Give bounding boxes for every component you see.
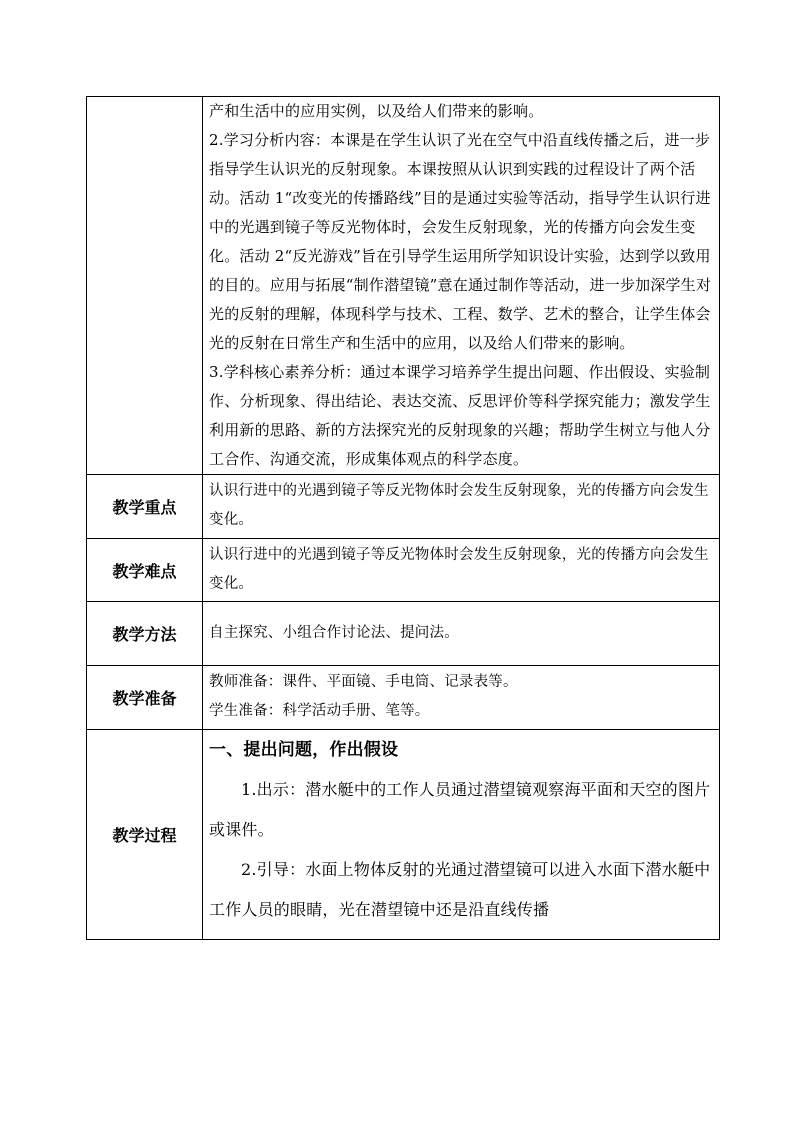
- table-row-process: [87, 730, 720, 940]
- process-step-2: 2.引导：水面上物体反射的光通过潜望镜可以进入水面下潜水艇中工作人员的眼睛，光在潜望镜中还是沿直线传播: [209, 860, 711, 919]
- process-content: [203, 730, 720, 940]
- table-row-preparation: [87, 666, 720, 730]
- process-heading: 一、提出问题，作出假设: [209, 740, 399, 760]
- process-step-1: 1.出示：潜水艇中的工作人员通过潜望镜观察海平面和天空的图片或课件。: [209, 780, 711, 839]
- lesson-plan-table: [86, 96, 720, 940]
- teacher-preparation: 教师准备：课件、平面镜、手电筒、记录表等。: [209, 674, 518, 690]
- table-row-objectives: [87, 97, 720, 475]
- preparation-label: 教学准备: [87, 666, 203, 730]
- methods-text: 自主探究、小组合作讨论法、提问法。: [203, 602, 720, 666]
- objectives-para-3: 3.学科核心素养分析：通过本课学习培养学生提出问题、作出假设、实验制作、分析现象、得出结论、表达交流、反思评价等科学探究能力；激发学生利用新的思路、新的方法探究光的反射现象的兴趣；帮助学生树立与他人分工合作、沟通交流，形成集体观点的科学态度。: [209, 363, 711, 468]
- preparation-content: [203, 666, 720, 730]
- objectives-label-cell: [87, 97, 203, 475]
- table-row-key-points: [87, 475, 720, 539]
- table-row-difficulties: [87, 539, 720, 602]
- key-points-label: 教学重点: [87, 475, 203, 539]
- objectives-para-2: 2.学习分析内容：本课是在学生认识了光在空气中沿直线传播之后，进一步指导学生认识光的反射现象。本课按照从认识到实践的过程设计了两个活动。活动 1“改变光的传播路线”目的是通过实验等活动，指导学生认识行进中的光遇到镜子等反光物体时，会发生反射现象，光的传播方向会发生变化。活动 2“反光游戏”旨在引导学生运用所学知识设计实验，达到学以致用的目的。应用与拓展“制作潜望镜”意在通过制作等活动，进一步加深学生对光的反射的理解，体现科学与技术、工程、数学、艺术的整合，让学生体会光的反射在日常生产和生活中的应用，以及给人们带来的影响。: [209, 131, 712, 352]
- methods-label: 教学方法: [87, 602, 203, 666]
- key-points-text: 认识行进中的光遇到镜子等反光物体时会发生反射现象，光的传播方向会发生变化。: [203, 475, 720, 539]
- objectives-content-cell: [203, 97, 720, 475]
- difficulties-label: 教学难点: [87, 539, 203, 602]
- objectives-line-1: 产和生活中的应用实例，以及给人们带来的影响。: [209, 102, 544, 120]
- student-preparation: 学生准备：科学活动手册、笔等。: [209, 703, 430, 719]
- table-row-methods: [87, 602, 720, 666]
- process-label: 教学过程: [87, 730, 203, 940]
- difficulties-text: 认识行进中的光遇到镜子等反光物体时会发生反射现象，光的传播方向会发生变化。: [203, 539, 720, 602]
